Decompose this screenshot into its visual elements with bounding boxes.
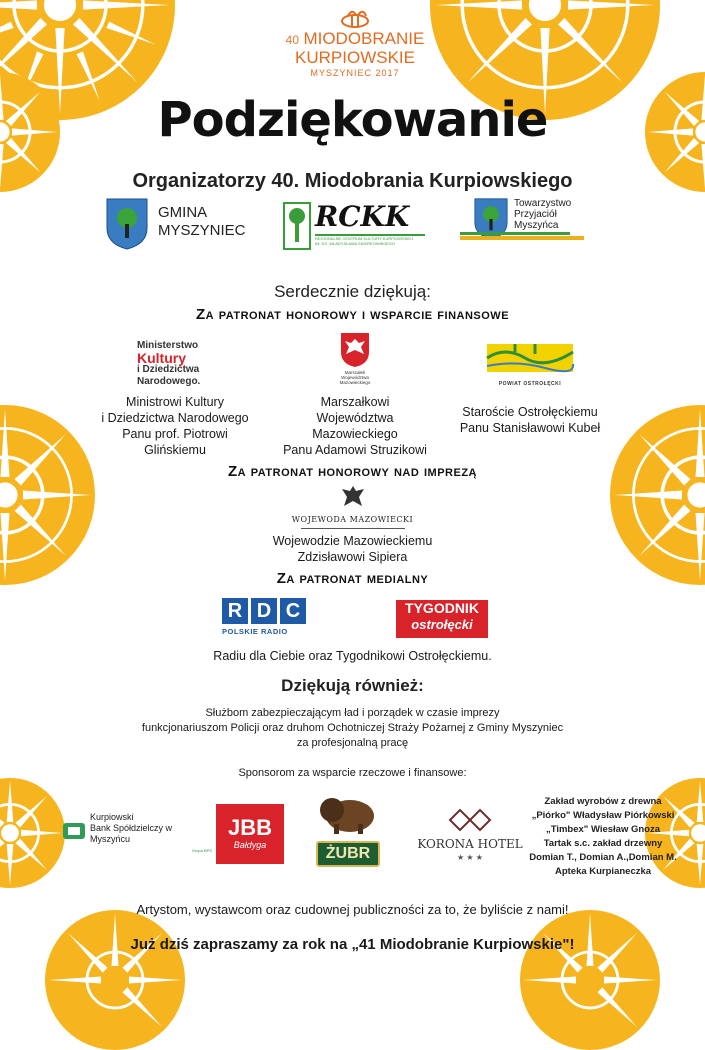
korona-logo [415, 808, 525, 862]
ministry-caption-l3: Panu prof. Piotrowi Glińskiemu [122, 427, 228, 457]
closing-line1: Artystom, wystawcom oraz cudownej publiczności za to, że byliście z nami! [136, 902, 569, 917]
diamond-ornament-icon [442, 808, 498, 832]
powiat-logo [485, 340, 575, 387]
ministry-logo [137, 340, 200, 388]
bank-l1: Kurpiowski [90, 812, 134, 822]
closing-line2: Już dziś zapraszamy za rok na „41 Miodobranie Kurpiowskie"! [130, 936, 575, 953]
jbb-logo [216, 804, 284, 864]
voivode-divider [0, 528, 705, 529]
rckk-name: RCKK [315, 200, 410, 233]
organizers-heading: Organizatorzy 40. Miodobrania Kurpiowskiego [132, 170, 573, 192]
voivode-caption-l2: Zdzisławowi Sipiera [297, 550, 408, 564]
event-logo [270, 8, 440, 78]
voivode-caption-l1: Wojewodzie Mazowieckiemu [272, 534, 433, 548]
zubr-name: ŻUBR [316, 841, 380, 867]
society-logo [460, 198, 590, 244]
rdc-sub: POLSKIE RADIO [222, 627, 288, 636]
eagle-icon [340, 484, 366, 512]
ministry-logo-l2: Kultury [137, 350, 186, 366]
rckk-sub1: REGIONALNE CENTRUM KULTURY KURPIOWSKIEJ [315, 236, 414, 241]
rckk-sub2: IM. KS. WŁADYSŁAWA SKIERKOWSKIEGO [315, 241, 395, 246]
sponsor-list-item: Zakład wyrobów z drewna [544, 796, 662, 807]
society-line3: Myszyńca [514, 220, 559, 231]
gmina-logo [106, 198, 256, 250]
sponsor-list-item: „Piórko" Władysław Piórkowski [531, 810, 675, 821]
media-caption: Radiu dla Ciebie oraz Tygodnikowi Ostrołęckiemu. [213, 649, 492, 663]
gmina-line1: GMINA [158, 204, 208, 221]
tygodnik-l2: ostrołęcki [411, 617, 473, 632]
powiat-caption-l1: Staroście Ostrołęckiemu [462, 405, 598, 419]
event-number: 40 [285, 33, 299, 47]
section2-heading: Za patronat honorowy nad imprezą [228, 463, 477, 480]
zubr-logo [310, 790, 386, 876]
voivode-logo-text: WOJEWODA MAZOWIECKI [291, 515, 414, 524]
lace-ornament-bottom-left [0, 778, 65, 888]
tree-icon [283, 202, 311, 250]
rdc-letter-c: C [280, 598, 306, 624]
section3-heading: Za patronat medialny [276, 570, 429, 587]
society-line2: Przyjaciół [514, 209, 557, 220]
ministry-logo-l3: i Dziedzictwa [137, 364, 200, 375]
bank-l3: Grupa BPS [191, 848, 212, 853]
bison-icon [318, 790, 378, 836]
marshal-caption-l3: Panu Adamowi Struzikowi [283, 443, 427, 457]
powiat-logo-text: POWIAT OSTROŁĘCKI [498, 381, 562, 387]
sponsor-list-item: Domian T., Domian A.,Domian M. [529, 852, 677, 863]
rckk-logo [283, 200, 423, 252]
also-l1: Służbom zabezpieczającym ład i porządek w czasie imprezy [205, 707, 500, 719]
also-heading: Dziękują również: [281, 676, 424, 695]
lace-ornament-bottom-center-left [45, 910, 185, 1050]
lace-ornament-bottom-center-right [520, 910, 660, 1050]
korona-name: KORONA HOTEL [417, 837, 523, 851]
voivode-caption [0, 533, 705, 565]
rdc-letter-d: D [251, 598, 277, 624]
sponsor-list-item: „Timbex" Wiesław Gnoza [545, 824, 661, 835]
section1-heading: Za patronat honorowy i wsparcie finansowe [195, 306, 510, 323]
ministry-logo-l4: Narodowego. [137, 376, 201, 387]
also-l2: funkcjonariuszom Policji oraz druhom Ochotniczej Straży Pożarnej z Gminy Myszyniec [141, 722, 564, 734]
bank-l2: Bank Spółdzielczy w Myszyńcu [90, 823, 173, 844]
marshal-logo-l2: Województwa [341, 375, 369, 380]
sponsor-list-item: Tartak s.c. zakład drzewny [543, 838, 663, 849]
marshal-caption [275, 394, 435, 458]
marshal-logo-l3: Mazowieckiego [339, 380, 371, 385]
marshal-logo [320, 332, 390, 385]
event-name-line2: KURPIOWSKIE [295, 48, 415, 67]
jbb-sub: Bałdyga [233, 840, 267, 850]
jbb-name: JBB [227, 815, 272, 840]
also-text [0, 706, 705, 751]
bank-logo [62, 808, 212, 853]
bank-icon [62, 822, 86, 840]
sponsor-list-item: Apteka Kurpianeczka [554, 866, 652, 877]
powiat-caption [450, 404, 610, 436]
rdc-letter-r: R [222, 598, 248, 624]
society-line1: Towarzystwo [514, 198, 572, 209]
ministry-caption-l1: Ministrowi Kultury [126, 395, 224, 409]
gmina-line2: MYSZYNIEC [158, 222, 246, 239]
ministry-caption [95, 394, 255, 458]
tygodnik-l1: TYGODNIK [405, 600, 479, 616]
powiat-emblem-icon [485, 340, 575, 376]
marshal-caption-l2: Województwa Mazowieckiego [312, 411, 398, 441]
tygodnik-logo [396, 600, 488, 638]
powiat-caption-l2: Panu Stanisławowi Kubeł [459, 421, 601, 435]
marshal-caption-l1: Marszałkowi [320, 395, 390, 409]
bee-icon [330, 8, 380, 30]
marshal-logo-l1: Marszałek [344, 370, 366, 375]
event-name-line1: MIODOBRANIE [303, 29, 425, 48]
thanks-heading: Serdecznie dziękują: [274, 282, 431, 301]
eagle-shield-icon [340, 332, 370, 368]
ministry-logo-l1: Ministerstwo [137, 340, 199, 351]
page-title: Podziękowanie [157, 92, 548, 148]
sponsors-heading: Sponsorom za wsparcie rzeczowe i finansowe: [238, 767, 467, 779]
korona-stars: ★ ★ ★ [457, 853, 483, 862]
event-subtitle: MYSZYNIEC 2017 [310, 68, 400, 78]
coat-of-arms-icon [106, 198, 148, 250]
also-l3: za profesjonalną pracę [296, 737, 409, 749]
rdc-logo [222, 598, 312, 636]
sponsor-list [528, 795, 678, 879]
ministry-caption-l2: i Dziedzictwa Narodowego [101, 411, 249, 425]
